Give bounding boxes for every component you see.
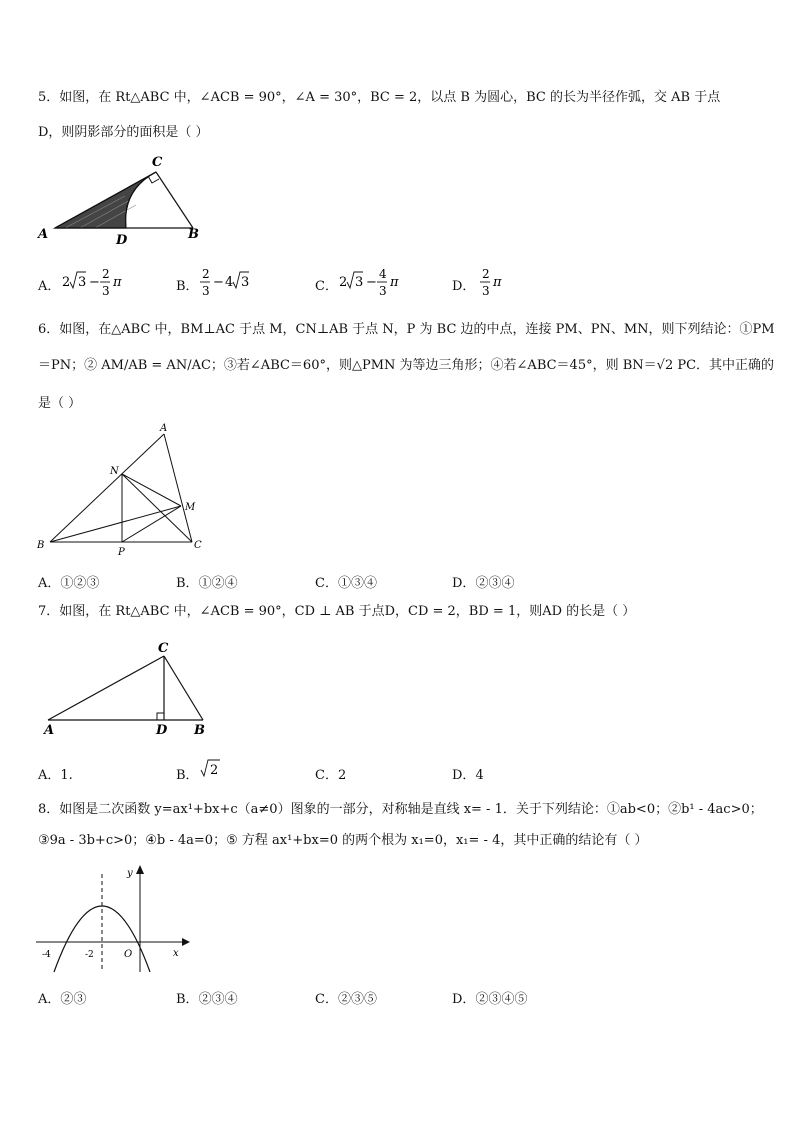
q8-stem-line2: ③9a - 3b+c>0；④b - 4a=0；⑤ 方程 ax¹+bx=0 的两个根为 x₁=0，x₁= - 4，其中正确的结论有（ ） (38, 833, 648, 848)
q5-option-a-math (60, 263, 140, 301)
q8-label-origin: O (124, 949, 133, 960)
q6-option-a-letter: A． (38, 576, 61, 591)
q6-option-d[interactable] (452, 572, 514, 591)
q7-option-b-letter: B． (176, 768, 199, 783)
q5-right-angle-mark (148, 176, 159, 183)
q6-label-a: A (160, 423, 168, 434)
svg-text:2: 2 (62, 275, 71, 290)
svg-text:π: π (113, 275, 122, 290)
q7-option-c[interactable] (315, 764, 346, 783)
q7-option-c-text: 2 (337, 768, 347, 783)
q6-seg-cn (122, 474, 192, 542)
svg-text:3: 3 (241, 275, 250, 290)
q8-option-a-letter: A． (38, 992, 61, 1007)
q5-option-c-letter: C． (315, 279, 338, 294)
q6-stem-line1: 6．如图，在△ABC 中，BM⊥AC 于点 M，CN⊥AB 于点 N，P 为 BC 边的中点，连接 PM、PN、MN，则下列结论：①PM (38, 322, 775, 337)
q6-stem-line3: 是（ ） (38, 396, 82, 411)
svg-text:3: 3 (102, 284, 110, 298)
q7-label-a: A (44, 723, 55, 738)
q7-figure (30, 636, 220, 744)
q7-option-d-letter: D． (452, 768, 476, 783)
svg-text:−: − (366, 275, 377, 290)
q7-label-d: D (156, 723, 168, 738)
q8-label-y: y (127, 868, 133, 879)
q5-option-c[interactable] (315, 275, 338, 294)
q8-option-d[interactable] (452, 988, 527, 1007)
q8-option-c-letter: C． (315, 992, 338, 1007)
q7-option-b[interactable] (176, 764, 199, 783)
q8-label-x: x (173, 948, 179, 959)
q5-label-a: A (38, 227, 49, 242)
q8-option-d-letter: D． (452, 992, 476, 1007)
q6-option-d-text: ②③④ (475, 576, 515, 591)
svg-text:4: 4 (225, 275, 234, 290)
q6-stem-line2: ＝PN；② AM/AB = AN/AC；③若∠ABC＝60°，则△PMN 为等边三角形；④若∠ABC＝45°，则 BN＝√2 PC．其中正确的 (38, 358, 775, 373)
q7-label-c: C (158, 641, 169, 656)
q7-option-d-text: 4 (475, 768, 484, 783)
q8-x-axis-arrow (182, 938, 190, 946)
q6-side-ac (164, 434, 192, 542)
q6-option-c[interactable] (315, 572, 377, 591)
q8-figure (30, 860, 200, 978)
q7-right-angle-mark (157, 713, 164, 720)
q6-option-b-letter: B． (176, 576, 199, 591)
q6-option-c-letter: C． (315, 576, 338, 591)
q8-stem-line1: 8．如图是二次函数 y=ax¹+bx+c（a≠0）图象的一部分，对称轴是直线 x= - 1．关于下列结论：①ab<0；②b¹ - 4ac>0； (38, 802, 763, 817)
svg-text:3: 3 (202, 284, 210, 298)
q8-y-axis-arrow (136, 865, 144, 874)
q8-option-a[interactable] (38, 988, 86, 1007)
q5-option-b-math (198, 263, 268, 301)
q5-stem-line1: 5．如图，在 Rt△ABC 中，∠ACB = 90°，∠A = 30°，BC = 2，以点 B 为圆心，BC 的长为半径作弧，交 AB 于点 (38, 90, 721, 105)
svg-text:−: − (89, 275, 100, 290)
svg-text:2: 2 (339, 275, 348, 290)
svg-text:3: 3 (482, 284, 490, 298)
q5-option-a-letter: A． (38, 279, 61, 294)
q6-option-c-text: ①③④ (337, 576, 377, 591)
q7-option-a[interactable] (38, 764, 73, 783)
q6-label-m: M (185, 502, 196, 513)
q5-option-d-math (474, 263, 514, 301)
q6-label-b: B (37, 540, 45, 551)
q8-option-a-text: ②③ (60, 992, 87, 1007)
q7-option-a-letter: A． (38, 768, 61, 783)
q5-stem-line2: D，则阴影部分的面积是（ ） (38, 125, 209, 140)
q6-option-b[interactable] (176, 572, 238, 591)
q8-option-b-letter: B． (176, 992, 199, 1007)
q6-figure (30, 418, 220, 558)
svg-text:2: 2 (202, 267, 210, 281)
svg-text:3: 3 (379, 284, 387, 298)
q5-option-c-math (337, 263, 417, 301)
q6-option-a-text: ①②③ (60, 576, 100, 591)
q6-option-a[interactable] (38, 572, 99, 591)
q7-option-a-text: 1. (60, 768, 73, 783)
q6-seg-nm (122, 474, 181, 506)
q7-stem-line1: 7．如图，在 Rt△ABC 中，∠ACB = 90°，CD ⊥ AB 于点D，CD = 2，BD = 1，则AD 的长是（ ） (38, 604, 636, 619)
q7-option-b-math (198, 756, 228, 782)
q7-side-ac (48, 656, 164, 720)
q5-label-d: D (116, 233, 128, 248)
q7-side-cb (164, 656, 203, 720)
q8-option-b[interactable] (176, 988, 238, 1007)
svg-text:2: 2 (482, 267, 490, 281)
svg-text:−: − (213, 275, 224, 290)
q5-option-d[interactable] (452, 275, 475, 294)
q6-label-c: C (194, 540, 202, 551)
q8-tick-minus4: -4 (42, 950, 51, 960)
q6-label-n: N (110, 466, 119, 477)
q5-figure (30, 150, 220, 250)
q5-label-c: C (152, 155, 163, 170)
q7-option-c-letter: C． (315, 768, 338, 783)
svg-text:π: π (390, 275, 399, 290)
q8-option-c[interactable] (315, 988, 377, 1007)
q8-option-d-text: ②③④⑤ (475, 992, 528, 1007)
q6-option-d-letter: D． (452, 576, 476, 591)
q5-option-b-letter: B． (176, 279, 199, 294)
svg-text:π: π (493, 275, 502, 290)
svg-text:2: 2 (102, 267, 110, 281)
q8-option-c-text: ②③⑤ (337, 992, 377, 1007)
svg-text:4: 4 (379, 267, 387, 281)
q8-tick-minus2: -2 (85, 950, 94, 960)
q6-seg-pm (122, 506, 181, 542)
q7-option-d[interactable] (452, 764, 484, 783)
q5-side-bc (156, 172, 193, 228)
q5-option-a[interactable] (38, 275, 60, 294)
q8-option-b-text: ②③④ (198, 992, 238, 1007)
q6-option-b-text: ①②④ (198, 576, 238, 591)
svg-text:2: 2 (210, 763, 219, 778)
svg-text:3: 3 (355, 275, 364, 290)
q5-option-d-letter: D． (452, 279, 476, 294)
q6-label-p: P (118, 547, 125, 558)
q5-label-b: B (188, 227, 199, 242)
q5-option-b[interactable] (176, 275, 199, 294)
svg-text:3: 3 (78, 275, 87, 290)
q7-label-b: B (194, 723, 205, 738)
